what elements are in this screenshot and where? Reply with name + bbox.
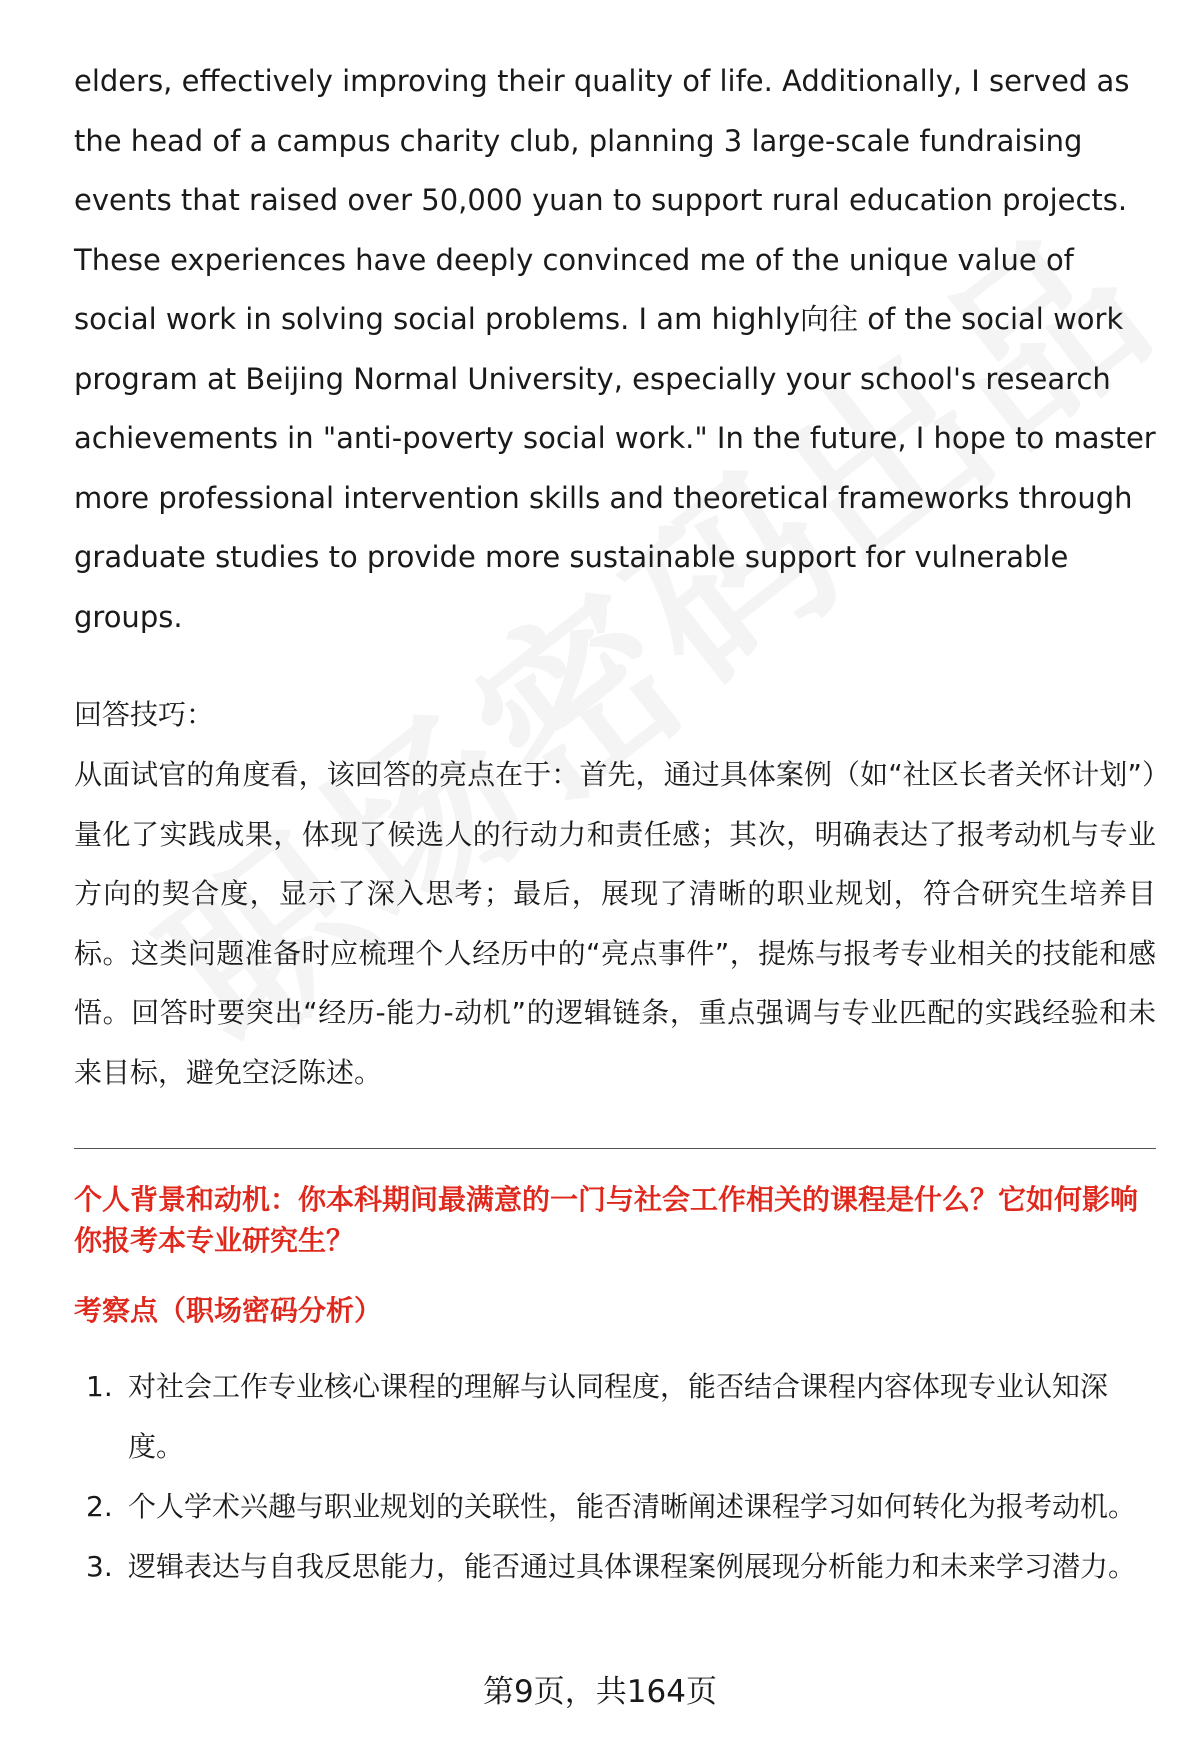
list-number: 3.	[86, 1550, 113, 1583]
answer-paragraph: elders, effectively improving their quality of life. Additionally, I served as the head of a campus charity club, planning 3 large-scale fundraising events that raised over 50,000 yuan to support rural education projects. These experiences have deeply convinced me of the unique value of social work in solving social problems. I am highly向往 of the social work program at Beijing Normal University, especially your school's research achievements in "anti-poverty social work." In the future, I hope to master more professional intervention skills and theoretical frameworks through graduate studies to provide more sustainable support for vulnerable groups.	[74, 64, 1156, 634]
list-item-text: 逻辑表达与自我反思能力，能否通过具体课程案例展现分析能力和未来学习潜力。	[128, 1550, 1137, 1583]
page-content	[74, 52, 1156, 1597]
list-item	[74, 1477, 1156, 1537]
list-item-text: 对社会工作专业核心课程的理解与认同程度，能否结合课程内容体现专业认知深度。	[128, 1370, 1109, 1463]
list-item	[74, 1537, 1156, 1597]
list-item	[74, 1357, 1156, 1477]
section-divider	[74, 1148, 1156, 1149]
list-number: 2.	[86, 1490, 113, 1523]
list-item-text: 个人学术兴趣与职业规划的关联性，能否清晰阐述课程学习如何转化为报考动机。	[128, 1490, 1137, 1523]
assessment-heading: 考察点（职场密码分析）	[74, 1294, 383, 1327]
list-number: 1.	[86, 1370, 113, 1403]
page-number: 第9页，共164页	[483, 1674, 717, 1710]
tips-body: 从面试官的角度看，该回答的亮点在于：首先，通过具体案例（如“社区长者关怀计划”）量化了实践成果，体现了候选人的行动力和责任感；其次，明确表达了报考动机与专业方向的契合度，显示了深入思考；最后，展现了清晰的职业规划，符合研究生培养目标。这类问题准备时应梳理个人经历中的“亮点事件”，提炼与报考专业相关的技能和感悟。回答时要突出“经历-能力-动机”的逻辑链条，重点强调与专业匹配的实践经验和未来目标，避免空泛陈述。	[74, 758, 1156, 1089]
tips-label: 回答技巧：	[74, 698, 215, 731]
assessment-points	[74, 1357, 1156, 1597]
question-title: 个人背景和动机：你本科期间最满意的一门与社会工作相关的课程是什么？它如何影响你报考本专业研究生？	[74, 1183, 1139, 1257]
